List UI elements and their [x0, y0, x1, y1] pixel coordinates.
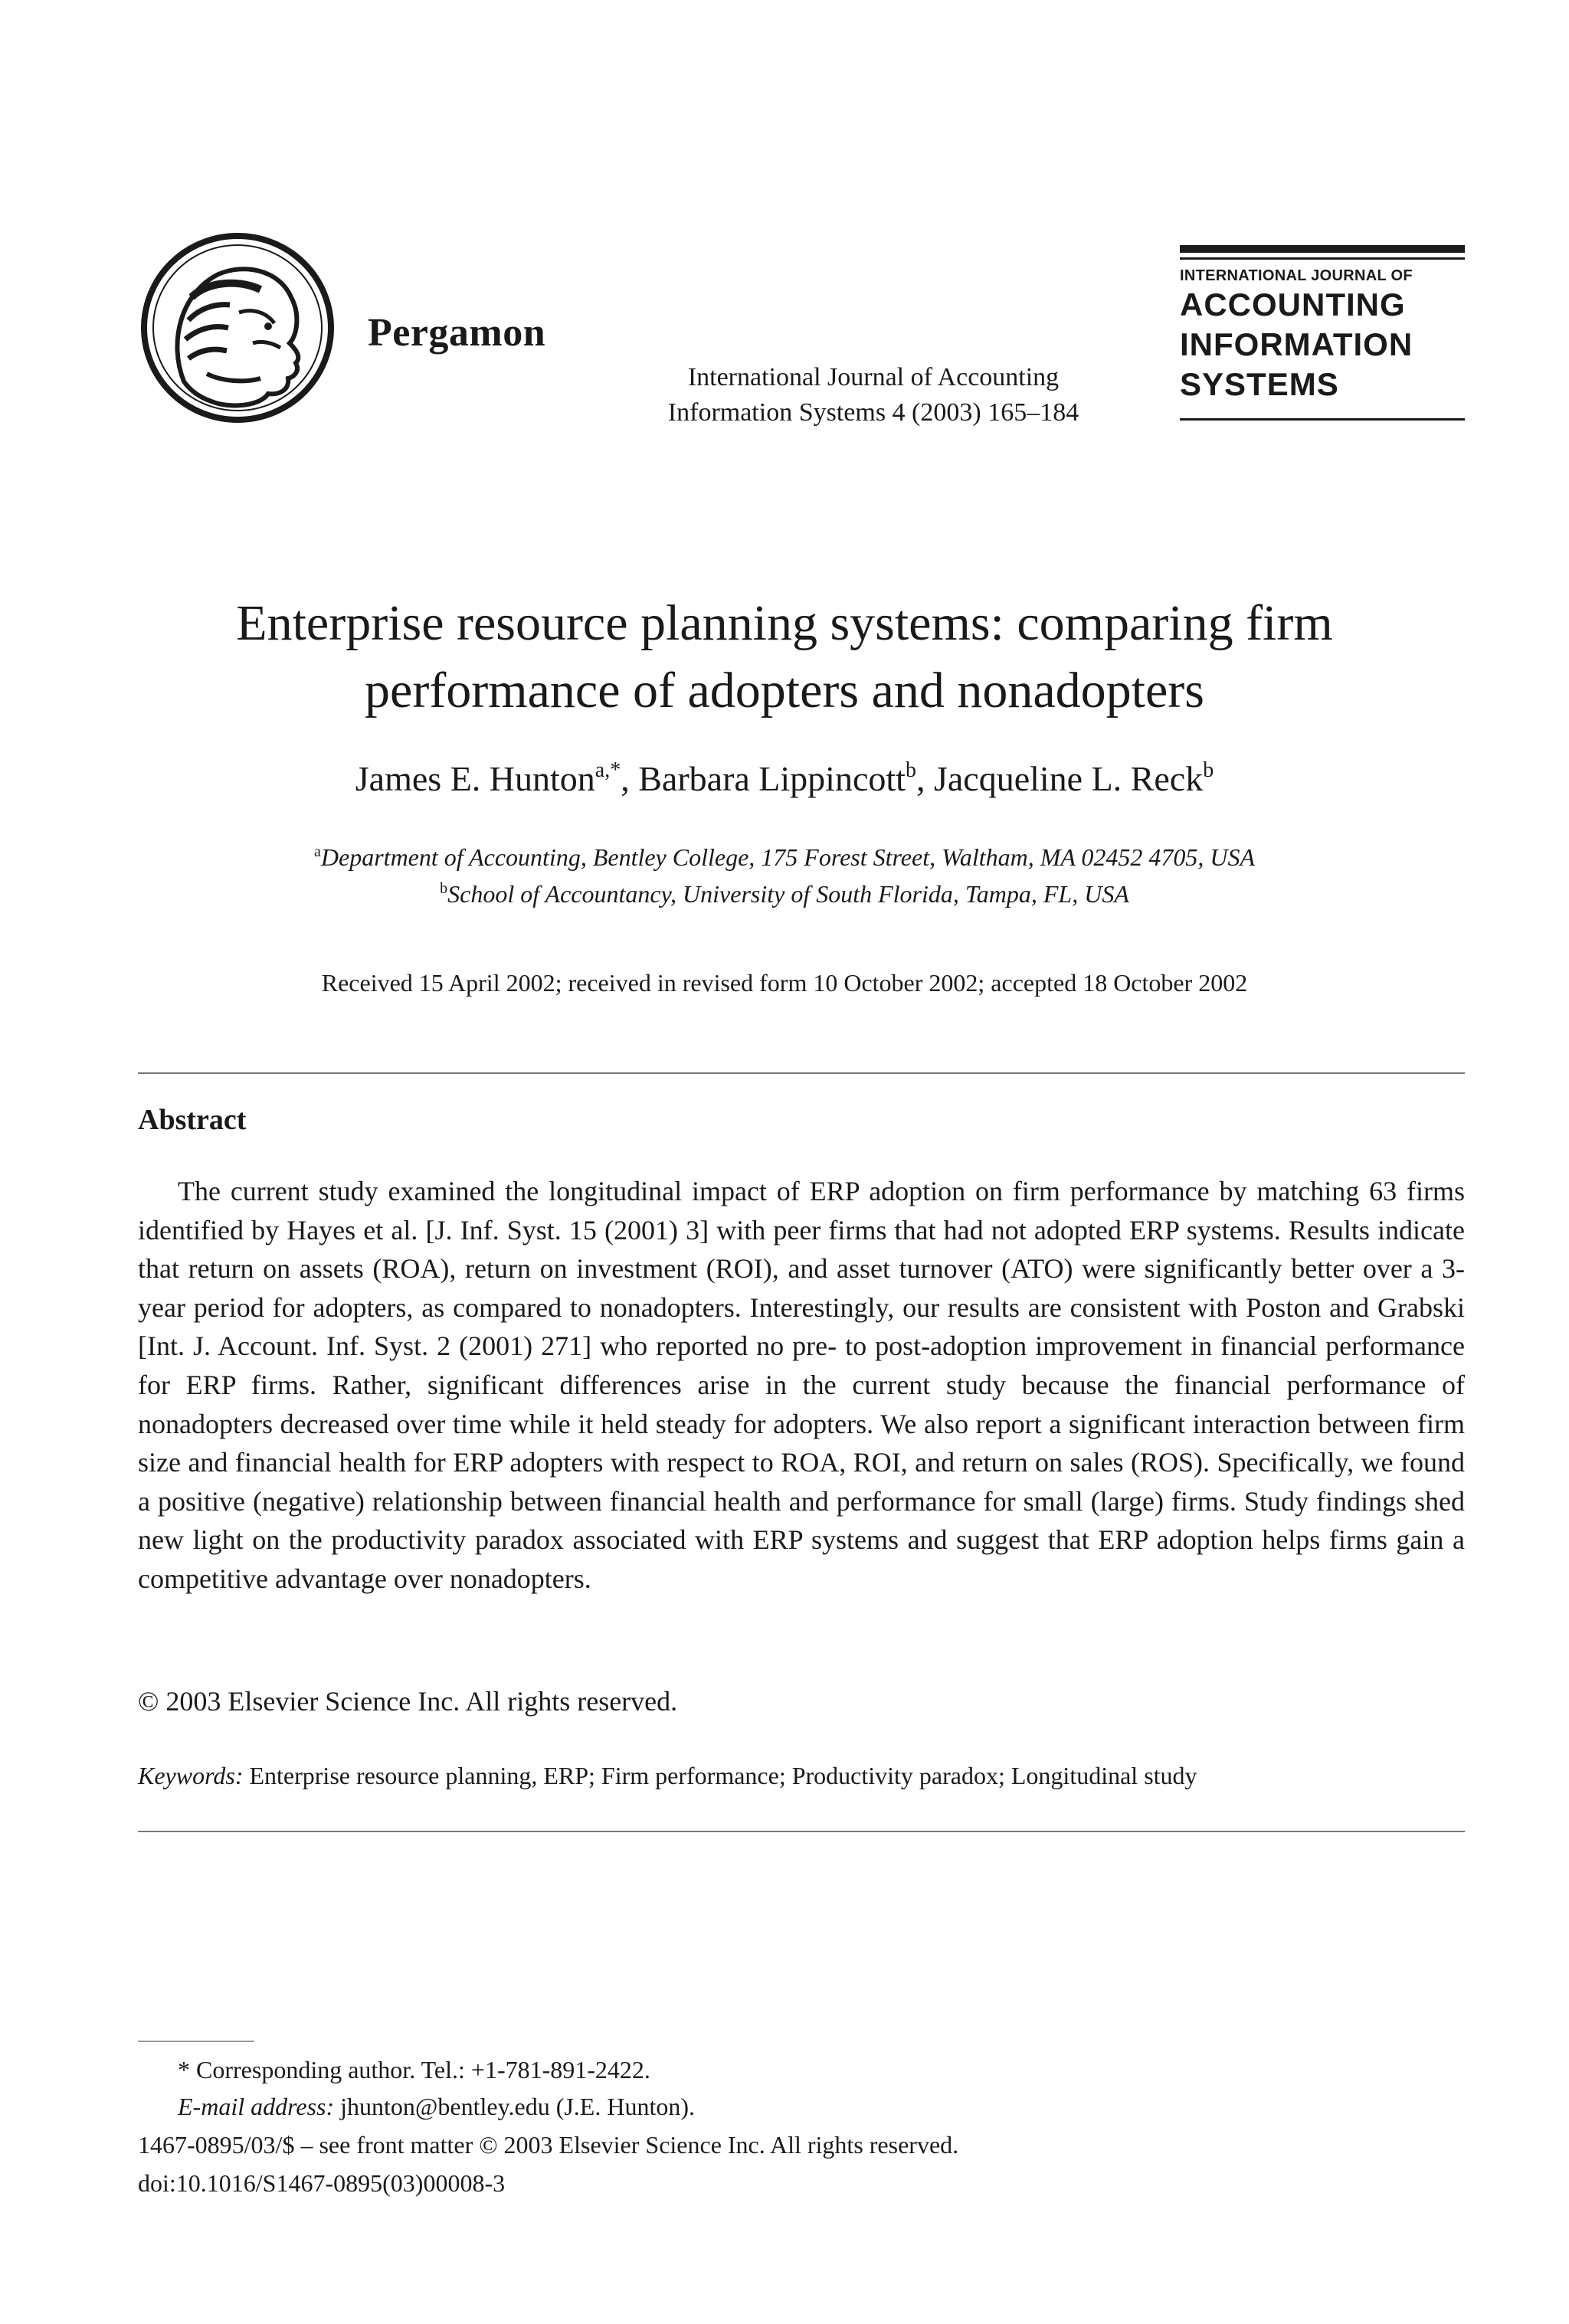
author-name: Jacqueline L. Reck [933, 759, 1204, 798]
masthead-rule [1180, 257, 1465, 260]
masthead-rule [1180, 245, 1465, 253]
masthead-title-line: ACCOUNTING [1180, 286, 1406, 322]
publisher-logo-icon [138, 228, 345, 427]
doi-line: doi:10.1016/S1467-0895(03)00008-3 [138, 2169, 506, 2197]
masthead-title-line: INFORMATION [1180, 326, 1413, 362]
affiliation-line [123, 876, 1446, 912]
author-name: Barbara Lippincott [638, 759, 906, 798]
affiliation-text: School of Accountancy, University of South Florida, Tampa, FL, USA [447, 880, 1129, 908]
affiliation-marker: a [314, 843, 321, 860]
masthead-rule [1180, 418, 1465, 421]
article-title-line: performance of adopters and nonadopters [365, 663, 1204, 718]
issn-line: 1467-0895/03/$ – see front matter © 2003 Elsevier Science Inc. All rights reserved. [138, 2131, 959, 2159]
affiliation-marker: b [440, 880, 448, 897]
affiliation-text: Department of Accounting, Bentley College, 175 Forest Street, Waltham, MA 02452 4705, USA [320, 843, 1255, 871]
journal-citation-line: Information Systems 4 (2003) 165–184 [667, 398, 1079, 427]
abstract-copyright: © 2003 Elsevier Science Inc. All rights reserved. [138, 1686, 678, 1717]
author-affiliation-marker: b [1203, 758, 1214, 782]
masthead-subtitle: INTERNATIONAL JOURNAL OF [1180, 267, 1413, 284]
article-title-line: Enterprise resource planning systems: comparing firm [236, 595, 1333, 651]
author-separator: , [621, 759, 639, 798]
affiliation-line [123, 839, 1446, 876]
abstract-heading: Abstract [138, 1104, 247, 1136]
keywords [138, 1762, 1465, 1790]
author-affiliation-marker: b [905, 758, 916, 782]
footnote-corresponding-author: * Corresponding author. Tel.: +1-781-891-2422. [178, 2056, 650, 2083]
author-list [123, 758, 1446, 799]
journal-masthead [1180, 245, 1465, 421]
keywords-text: Enterprise resource planning, ERP; Firm performance; Productivity paradox; Longitudinal study [249, 1762, 1197, 1789]
email-label: E-mail address: [178, 2093, 335, 2120]
footnote-email [178, 2093, 695, 2121]
masthead-title-line: SYSTEMS [1180, 366, 1339, 402]
affiliations [123, 839, 1446, 912]
author-separator: , [916, 759, 934, 798]
publisher-name: Pergamon [368, 311, 546, 355]
section-divider [138, 1831, 1465, 1832]
keywords-label: Keywords: [138, 1762, 244, 1789]
article-dates: Received 15 April 2002; received in revised form 10 October 2002; accepted 18 October 2002 [321, 969, 1248, 997]
section-divider [138, 1072, 1465, 1074]
footnote-rule [138, 2041, 254, 2042]
article-title [123, 590, 1446, 725]
author-affiliation-marker: a,* [595, 758, 621, 782]
author-name: James E. Hunton [355, 759, 595, 798]
email-value: jhunton@bentley.edu (J.E. Hunton). [340, 2093, 695, 2120]
journal-citation-line: International Journal of Accounting [687, 363, 1060, 391]
abstract-body: The current study examined the longitudinal impact of ERP adoption on firm performance by matching 63 firms identified by Hayes et al. [J. Inf. Syst. 15 (2001) 3] with peer firms that had not adopted ERP systems. Results indicate that return on assets (ROA), return on investment (ROI), and asset turnover (ATO) were significantly better over a 3-year period for adopters, as compared to nonadopters. Interestingly, our results are consistent with Poston and Grabski [Int. J. Account. Inf. Syst. 2 (2001) 271] who reported no pre- to post-adoption improvement in financial performance for ERP firms. Rather, significant differences arise in the current study because the financial performance of nonadopters decreased over time while it held steady for adopters. We also report a significant interaction between firm size and financial health for ERP adopters with respect to ROA, ROI, and return on sales (ROS). Specifically, we found a positive (negative) relationship between financial health and performance for small (large) firms. Study findings shed new light on the productivity paradox associated with ERP systems and suggest that ERP adoption helps firms gain a competitive advantage over nonadopters. [138, 1176, 1465, 1594]
journal-citation [628, 360, 1119, 430]
